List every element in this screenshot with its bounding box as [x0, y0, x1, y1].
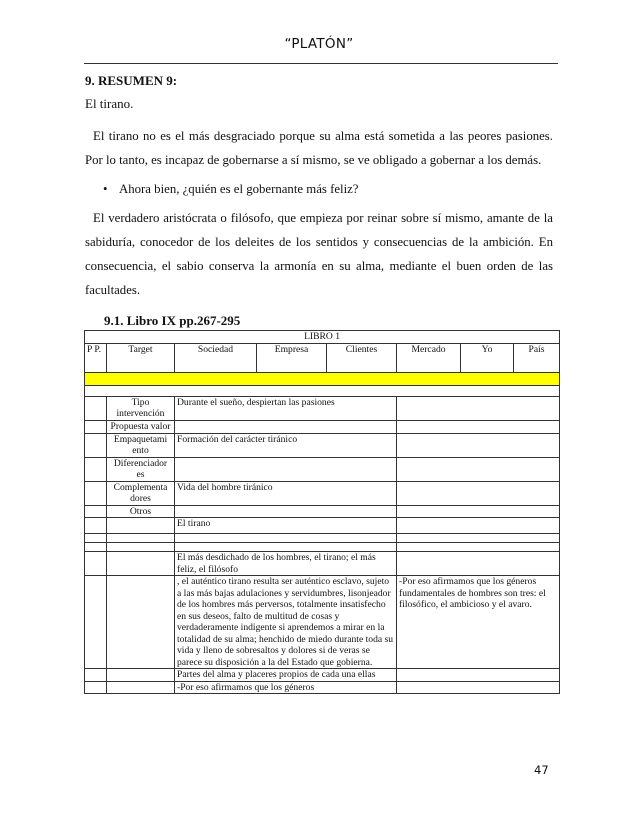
column-header: Empresa — [257, 343, 327, 372]
column-header: Clientes — [327, 343, 397, 372]
table-cell: , el auténtico tirano resulta ser auténtico esclavo, sujeto a las más bajas adulaciones y servidumbres, lisonjeador de los hombres más perversos, totalmente insatisfecho en sus deseos, falto de multitud de cosas y verdaderamente indigente si aprendemos a mirar en la totalidad de su alma; henchido de miedo durante toda su vida y lleno de sobresaltos y dolores si de veras se parece su disposición a la del Estado que gobierna. — [175, 576, 397, 669]
column-header: P P. — [85, 343, 107, 372]
table-cell: Formación del carácter tiránico — [175, 433, 397, 457]
table-cell: -Por eso afirmamos que los géneros fundamentales de hombres son tres: el filosófico, el ambicioso y el avaro. — [397, 576, 560, 669]
paragraph-tyrant: El tirano no es el más desgraciado porque su alma está sometida a las peores pasiones. Por lo tanto, es incapaz de gobernarse a sí mismo, se ve obligado a gobernar a los demás. — [85, 129, 553, 167]
column-header: Sociedad — [175, 343, 257, 372]
page-number: 47 — [534, 763, 549, 777]
column-header: Mercado — [397, 343, 461, 372]
table-cell: El tirano — [175, 518, 397, 534]
row-label: Complementa dores — [107, 481, 175, 505]
row-label: Propuesta valor — [107, 420, 175, 433]
column-header: País — [514, 343, 560, 372]
row-label: Empaquetami ento — [107, 433, 175, 457]
column-header: Yo — [461, 343, 514, 372]
table-cell: Partes del alma y placeres propios de cada una ellas — [175, 669, 397, 682]
highlight-row — [85, 372, 560, 385]
row-label: Tipo intervención — [107, 396, 175, 420]
bullet-text: Ahora bien, ¿quién es el gobernante más feliz? — [119, 182, 359, 196]
section-heading: 9. RESUMEN 9: — [85, 73, 178, 88]
bullet-icon: • — [103, 182, 108, 196]
subsection-heading: 9.1. Libro IX pp.267-295 — [104, 313, 241, 328]
paragraph-philosopher: El verdadero aristócrata o filósofo, que empieza por reinar sobre sí mismo, amante de la sabiduría, conocedor de los deleites de los sentidos y consecuencias de la ambición. En consecuencia, el sabio conserva la armonía en su alma, mediante el buen orden de las facultades. — [85, 211, 553, 297]
table-caption: LIBRO 1 — [85, 331, 560, 344]
libro-table — [84, 330, 560, 694]
running-header-title: “PLATÓN” — [284, 36, 354, 52]
row-label: Otros — [107, 505, 175, 518]
bullet-item — [103, 182, 359, 197]
table-cell: Durante el sueño, despiertan las pasiones — [175, 396, 397, 420]
table-cell: -Por eso afirmamos que los géneros — [175, 681, 397, 694]
table-cell: El más desdichado de los hombres, el tirano; el más feliz, el filósofo — [175, 552, 397, 576]
table-cell: Vida del hombre tiránico — [175, 481, 397, 505]
row-label: Diferenciador es — [107, 457, 175, 481]
column-header: Target — [107, 343, 175, 372]
header-rule — [84, 63, 558, 64]
section-subtitle: El tirano. — [85, 96, 134, 111]
